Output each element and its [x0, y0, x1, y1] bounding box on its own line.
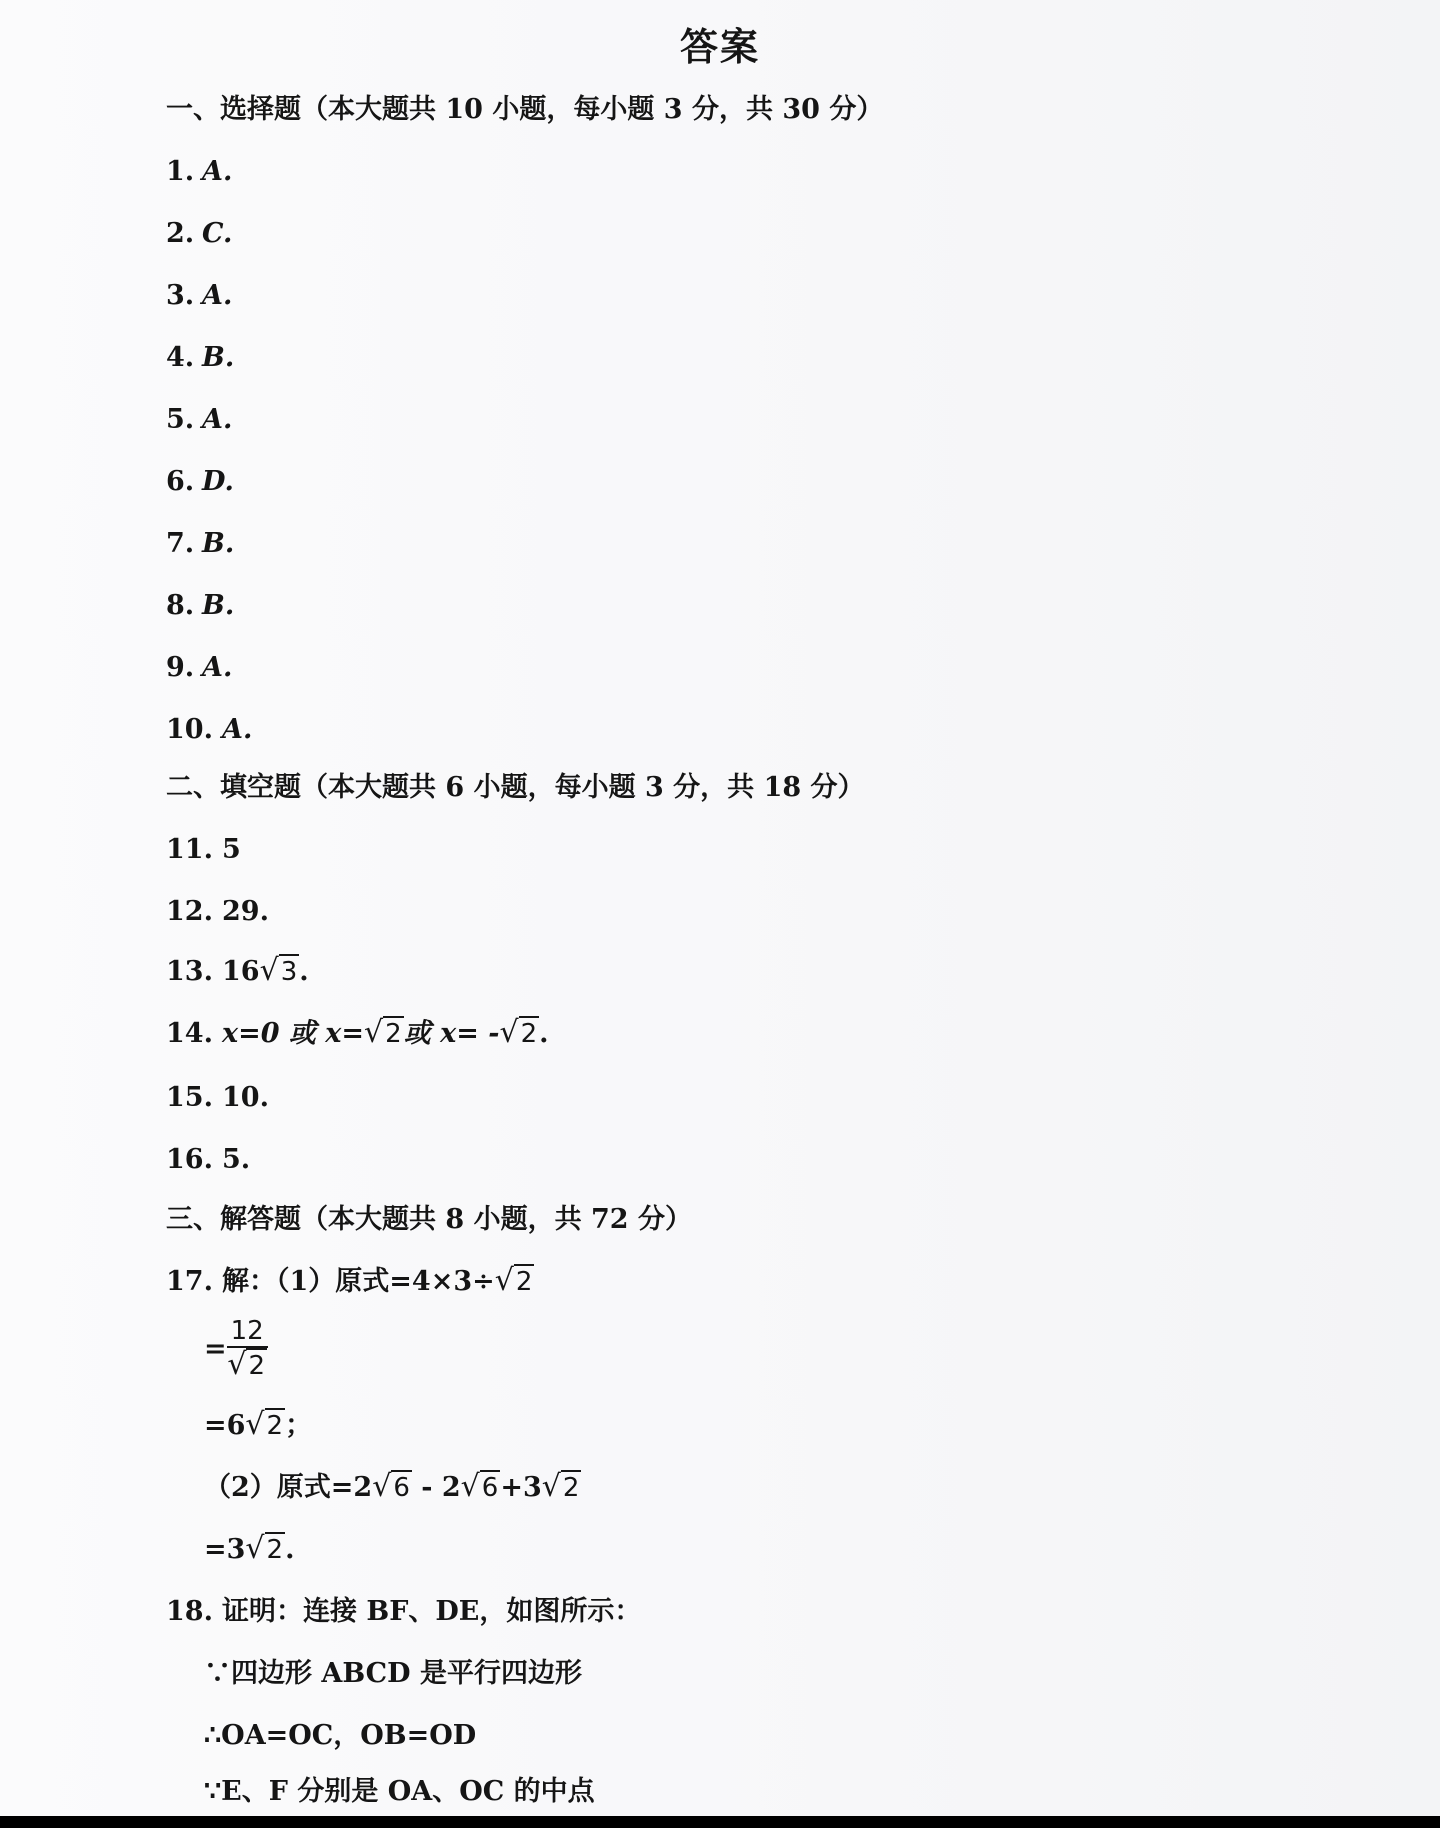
solution-17-line-1 [166, 1262, 534, 1302]
item-answer: A. [202, 156, 233, 187]
sqrt-expression [499, 1016, 539, 1050]
item-answer: 29. [222, 896, 269, 927]
item-number: 17. [166, 1266, 213, 1297]
item-number: 4. [166, 342, 195, 373]
item-number: 8. [166, 590, 195, 621]
answer-item-16 [166, 1140, 250, 1180]
step-text: 证明：连接 BF、DE，如图所示： [222, 1596, 642, 1627]
sqrt-expression [245, 1532, 285, 1566]
item-answer: B. [202, 590, 235, 621]
radical-sign: √ [372, 1469, 392, 1504]
answer-item-4 [166, 338, 234, 378]
radicand: 2 [246, 1348, 267, 1382]
step-tail: . [285, 1534, 295, 1565]
answer-item-1 [166, 152, 232, 192]
answer-item-7 [166, 524, 234, 564]
solution-17-line-2 [204, 1316, 268, 1382]
radicand: 2 [383, 1016, 404, 1050]
radical-sign: √ [245, 1407, 265, 1442]
step-text: =3 [204, 1534, 246, 1565]
answer-item-11 [166, 830, 241, 870]
item-number: 3. [166, 280, 195, 311]
fraction [227, 1316, 268, 1382]
radicand: 2 [519, 1016, 540, 1050]
sqrt-expression [364, 1016, 404, 1050]
item-number: 12. [166, 896, 213, 927]
solution-17-line-5 [204, 1530, 295, 1570]
item-number: 10. [166, 714, 213, 745]
answer-item-10 [166, 710, 252, 750]
radical-sign: √ [245, 1531, 265, 1566]
radicand: 2 [561, 1470, 582, 1504]
step-text: （2）原式=2 [204, 1472, 373, 1503]
item-number: 5. [166, 404, 195, 435]
step-text: =6 [204, 1410, 246, 1441]
item-number: 14. [166, 1018, 213, 1049]
answer-item-5 [166, 400, 232, 440]
radical-sign: √ [460, 1469, 480, 1504]
radical-sign: √ [259, 953, 279, 988]
radical-sign: √ [541, 1469, 561, 1504]
item-answer: 5 [222, 834, 241, 865]
item-number: 15. [166, 1082, 213, 1113]
bottom-edge-bar [0, 1816, 1440, 1828]
answer-item-2 [166, 214, 232, 254]
solution-17-line-3 [204, 1406, 312, 1446]
section-1-heading: 一、选择题（本大题共 10 小题，每小题 3 分，共 30 分） [166, 94, 884, 125]
item-answer: C. [202, 218, 233, 249]
answer-item-15 [166, 1078, 269, 1118]
item-answer: D. [202, 466, 234, 497]
item-number: 11. [166, 834, 213, 865]
radical-sign: √ [227, 1347, 247, 1382]
step-text: +3 [500, 1472, 542, 1503]
step-text: - 2 [411, 1472, 461, 1503]
radicand: 2 [514, 1264, 535, 1298]
denominator [227, 1348, 267, 1382]
item-answer-part-1: x=0 或 x= [222, 1018, 365, 1049]
section-3-heading: 三、解答题（本大题共 8 小题，共 72 分） [166, 1204, 692, 1235]
solution-18-line-4: ∵E、F 分别是 OA、OC 的中点 [204, 1776, 595, 1807]
radicand: 2 [265, 1408, 286, 1442]
step-tail: ； [285, 1410, 313, 1441]
item-number: 2. [166, 218, 195, 249]
radicand: 6 [391, 1470, 412, 1504]
solution-18-line-2: ∵四边形 ABCD 是平行四边形 [204, 1658, 582, 1689]
item-number: 7. [166, 528, 195, 559]
numerator: 12 [227, 1316, 268, 1348]
answer-item-12 [166, 892, 269, 932]
answer-item-3 [166, 276, 232, 316]
radical-sign: √ [494, 1263, 514, 1298]
section-2-heading: 二、填空题（本大题共 6 小题，每小题 3 分，共 18 分） [166, 772, 865, 803]
item-answer: 5. [222, 1144, 251, 1175]
answer-item-9 [166, 648, 232, 688]
sqrt-expression [260, 954, 300, 988]
sqrt-expression [372, 1470, 412, 1504]
solution-18-line-1 [166, 1592, 641, 1632]
item-answer: A. [202, 280, 233, 311]
sqrt-expression [495, 1264, 535, 1298]
answer-item-14 [166, 1014, 549, 1054]
radical-sign: √ [364, 1015, 384, 1050]
item-answer: B. [202, 342, 235, 373]
item-number: 18. [166, 1596, 213, 1627]
item-number: 16. [166, 1144, 213, 1175]
item-answer: 10. [222, 1082, 269, 1113]
solution-18-line-3: ∴OA=OC，OB=OD [204, 1720, 477, 1751]
sqrt-expression [245, 1408, 285, 1442]
sqrt-expression [461, 1470, 501, 1504]
page-title: 答案 [679, 24, 760, 69]
item-number: 1. [166, 156, 195, 187]
radicand: 6 [480, 1470, 501, 1504]
item-number: 9. [166, 652, 195, 683]
answer-item-8 [166, 586, 234, 626]
item-answer: A. [202, 652, 233, 683]
answer-item-13 [166, 952, 309, 992]
item-answer: B. [202, 528, 235, 559]
radical-sign: √ [499, 1015, 519, 1050]
answer-item-6 [166, 462, 234, 502]
equals-sign: = [204, 1333, 227, 1365]
item-tail: . [299, 956, 309, 987]
radicand: 2 [265, 1532, 286, 1566]
item-coefficient: 16 [222, 956, 260, 987]
sqrt-expression [542, 1470, 582, 1504]
item-answer: A. [202, 404, 233, 435]
solution-17-line-4 [204, 1468, 581, 1508]
step-text: 解：（1）原式=4×3÷ [222, 1266, 495, 1297]
item-number: 6. [166, 466, 195, 497]
item-number: 13. [166, 956, 213, 987]
item-answer: A. [222, 714, 253, 745]
radicand: 3 [279, 954, 300, 988]
item-answer-part-2: 或 x= - [403, 1018, 500, 1049]
item-tail: . [539, 1018, 549, 1049]
